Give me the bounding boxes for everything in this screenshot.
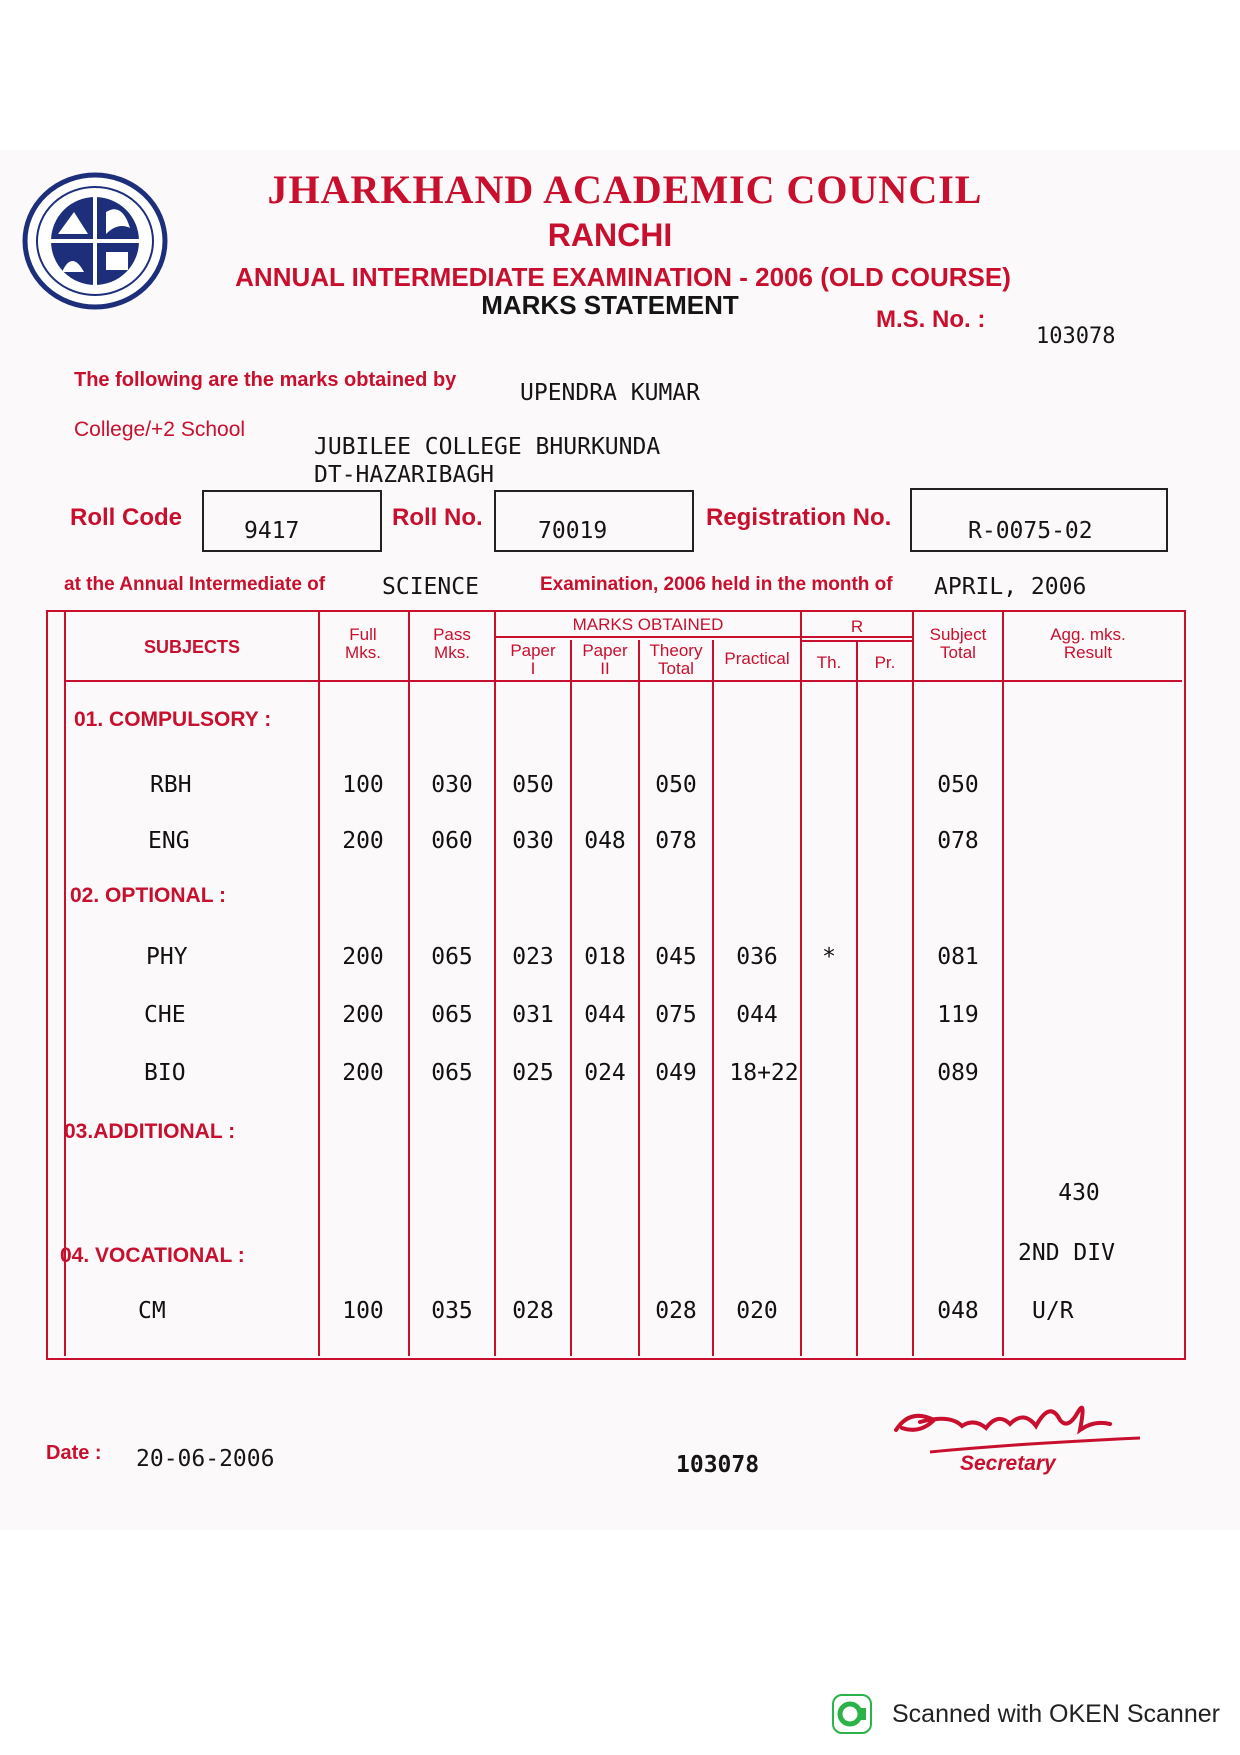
full-marks: 200: [342, 1002, 384, 1028]
roll-code-box: [202, 490, 382, 552]
pass-marks: 035: [431, 1298, 473, 1324]
full-marks: 100: [342, 1298, 384, 1324]
theory-total: 050: [655, 772, 697, 798]
subject-total: 048: [937, 1298, 979, 1324]
pass-marks: 030: [431, 772, 473, 798]
r-header: R: [850, 617, 864, 636]
header-divider: [64, 680, 1182, 682]
subject-total: 081: [937, 944, 979, 970]
secretary-label: Secretary: [960, 1452, 1056, 1475]
aggregate-marks: 430: [1058, 1180, 1100, 1206]
subject-total: 119: [937, 1002, 979, 1028]
city-title: RANCHI: [547, 217, 673, 253]
scanner-watermark-text: Scanned with OKEN Scanner: [892, 1700, 1220, 1728]
roll-no-box: [494, 490, 694, 552]
paper-1-marks: 028: [512, 1298, 554, 1324]
exam-title: ANNUAL INTERMEDIATE EXAMINATION - 2006 (OLD COURSE): [235, 262, 1011, 292]
subjects-header: SUBJECTS: [143, 637, 241, 657]
paper-2-marks: 024: [584, 1060, 626, 1086]
subject-total: 050: [937, 772, 979, 798]
signature-mark: [890, 1390, 1150, 1460]
pr-header: Pr.: [874, 653, 896, 672]
paper-2-marks: 018: [584, 944, 626, 970]
practical-marks: 020: [736, 1298, 778, 1324]
council-seal-icon: [22, 172, 168, 310]
pass-marks: 065: [431, 1002, 473, 1028]
paper-1-marks: 023: [512, 944, 554, 970]
full-marks-header: Full Mks.: [345, 625, 381, 662]
oken-scanner-icon: [832, 1694, 872, 1734]
section-additional: 03.ADDITIONAL :: [64, 1120, 236, 1143]
section-compulsory: 01. COMPULSORY :: [74, 708, 272, 731]
college-name: JUBILEE COLLEGE BHURKUNDA: [314, 434, 661, 460]
college-label: College/+2 School: [74, 418, 246, 441]
subject-name: PHY: [146, 944, 188, 970]
ms-no-value: 103078: [1036, 324, 1116, 349]
annual-intermediate-label: at the Annual Intermediate of: [64, 574, 326, 595]
theory-total: 049: [655, 1060, 697, 1086]
full-marks: 200: [342, 944, 384, 970]
subject-name: BIO: [144, 1060, 186, 1086]
division-result: 2ND DIV: [1018, 1240, 1115, 1266]
paper-1-marks: 025: [512, 1060, 554, 1086]
footer-ms-no: 103078: [676, 1452, 760, 1478]
subject-total-header: Subject Total: [929, 625, 987, 662]
pass-marks: 065: [431, 1060, 473, 1086]
exam-held-label: Examination, 2006 held in the month of: [540, 574, 893, 595]
th-header: Th.: [816, 653, 842, 672]
subject-name: CM: [138, 1298, 166, 1324]
theory-total-header: Theory Total: [649, 641, 703, 678]
vocational-result: U/R: [1032, 1298, 1074, 1324]
subject-name: CHE: [144, 1002, 186, 1028]
full-marks: 100: [342, 772, 384, 798]
paper-1-marks: 050: [512, 772, 554, 798]
college-district: DT-HAZARIBAGH: [314, 462, 495, 488]
theory-total: 075: [655, 1002, 697, 1028]
marks-obtained-divider: [494, 636, 914, 638]
issue-date: 20-06-2006: [136, 1446, 275, 1472]
paper-2-marks: 048: [584, 828, 626, 854]
paper-2-header: Paper II: [582, 641, 628, 678]
section-optional: 02. OPTIONAL :: [70, 884, 226, 907]
practical-marks: 18+22: [729, 1060, 799, 1086]
subject-name: RBH: [150, 772, 192, 798]
subject-name: ENG: [148, 828, 190, 854]
pass-marks-header: Pass Mks.: [433, 625, 471, 662]
paper-1-header: Paper I: [510, 641, 556, 678]
roll-code-value: 9417: [244, 518, 300, 544]
full-marks: 200: [342, 1060, 384, 1086]
paper-1-marks: 031: [512, 1002, 554, 1028]
full-marks: 200: [342, 828, 384, 854]
practical-marks: 044: [736, 1002, 778, 1028]
th-remark: *: [822, 944, 836, 970]
subject-total: 089: [937, 1060, 979, 1086]
registration-box: [910, 488, 1168, 552]
marks-obtained-header: MARKS OBTAINED: [572, 615, 724, 634]
roll-code-label: Roll Code: [70, 504, 182, 531]
roll-no-label: Roll No.: [392, 504, 483, 531]
paper-2-marks: 044: [584, 1002, 626, 1028]
statement-title: MARKS STATEMENT: [481, 290, 739, 320]
date-label: Date :: [46, 1442, 102, 1464]
stream-value: SCIENCE: [382, 574, 479, 600]
pass-marks: 060: [431, 828, 473, 854]
subject-total: 078: [937, 828, 979, 854]
registration-value: R-0075-02: [968, 518, 1093, 544]
registration-label: Registration No.: [706, 504, 892, 531]
section-vocational: 04. VOCATIONAL :: [60, 1244, 245, 1267]
practical-header: Practical: [724, 649, 790, 668]
roll-no-value: 70019: [538, 518, 608, 544]
theory-total: 028: [655, 1298, 697, 1324]
practical-marks: 036: [736, 944, 778, 970]
exam-month-value: APRIL, 2006: [934, 574, 1087, 600]
agg-result-header: Agg. mks. Result: [1050, 625, 1126, 662]
student-name: UPENDRA KUMAR: [520, 380, 701, 406]
council-title: JHARKHAND ACADEMIC COUNCIL: [267, 167, 983, 212]
theory-total: 078: [655, 828, 697, 854]
marks-obtained-by-label: The following are the marks obtained by: [74, 369, 457, 391]
ms-no-label: M.S. No. :: [876, 306, 986, 333]
paper-1-marks: 030: [512, 828, 554, 854]
pass-marks: 065: [431, 944, 473, 970]
theory-total: 045: [655, 944, 697, 970]
